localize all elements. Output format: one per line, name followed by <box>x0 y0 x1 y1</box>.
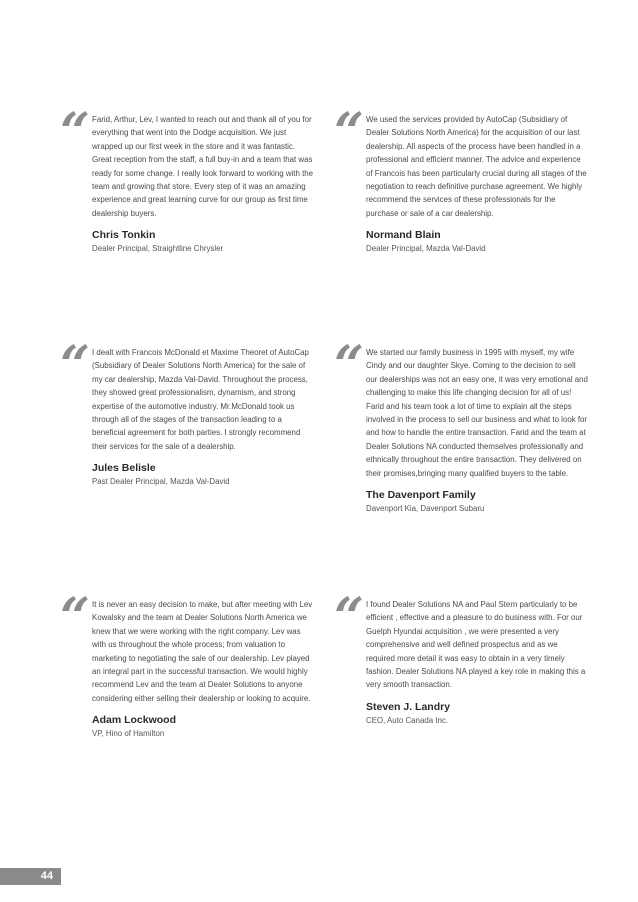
testimonial-role: VP, Hino of Hamilton <box>92 729 165 739</box>
testimonial-text: We used the services provided by AutoCap (Subsidiary of Dealer Solutions North America) for the acquisition of our last dealership. All aspects of the process have been handled in a professional and efficient manner. The advice and experience of Francois has been particularly crucial during all stages of the negotiation to reach definitive purchase agreement. We highly recommend the services of these professionals for the purchase or sale of a car dealership. <box>366 115 587 218</box>
testimonial-name: Normand Blain <box>366 229 441 242</box>
testimonial-text: I dealt with Francois McDonald et Maxime Theoret of AutoCap (Subsidiary of Dealer Solutions North America) for the sale of my car dealership, Mazda Val-David. Throughout the process, they showed great professionalism, dynamism, and strong expertise of the automotive industry. Mr.McDonald took us through all of the stages of the transaction leading to a beneficial agreement for both parties. I strongly recommend their services for the sale of a dealership. <box>92 348 309 451</box>
testimonial-normand-blain <box>334 102 588 255</box>
quote-mark-icon: “ <box>334 587 364 648</box>
quote-mark-icon: “ <box>60 335 90 396</box>
testimonial-role: Dealer Principal, Straightline Chrysler <box>92 244 224 254</box>
testimonial-text: I found Dealer Solutions NA and Paul Stern particularly to be efficient , effective and a pleasure to do business with. For our Guelph Hyundai acquisition , we were presented a very comprehensive and well defined prospectus and as we required more detail it was easy to obtain in a very timely fashion. Dealer Solutions NA played a key role in making this a very smooth transaction. <box>366 600 586 690</box>
testimonial-role: CEO, Auto Canada Inc. <box>366 715 449 725</box>
quote-mark-icon: “ <box>60 587 90 648</box>
testimonial-chris-tonkin <box>60 102 314 255</box>
quote-mark-icon: “ <box>60 102 90 163</box>
page-number: 44 <box>0 868 61 885</box>
testimonial-role: Davenport Kia, Davenport Subaru <box>366 504 485 514</box>
testimonial-name: The Davenport Family <box>366 489 476 502</box>
testimonial-name: Chris Tonkin <box>92 229 156 242</box>
testimonial-davenport-family <box>334 335 588 515</box>
quote-mark-icon: “ <box>334 335 364 396</box>
testimonial-name: Adam Lockwood <box>92 714 177 727</box>
testimonial-name: Jules Belisle <box>92 462 156 475</box>
testimonial-adam-lockwood <box>60 587 314 740</box>
testimonial-role: Past Dealer Principal, Mazda Val-David <box>92 477 230 487</box>
testimonial-name: Steven J. Landry <box>366 700 451 713</box>
testimonial-role: Dealer Principal, Mazda Val-David <box>366 244 486 254</box>
testimonial-steven-landry <box>334 587 588 727</box>
testimonial-text: Farid, Arthur, Lev, I wanted to reach out and thank all of you for everything that went into the Dodge acquisition. We just wrapped up our first week in the store and it was fantastic. Great reception from the staff, a full buy-in and a team that was ready for some change. I really look forward to working with the team and growing that store. Every step of it was an amazing experience and great learning curve for our group as first time dealership buyers. <box>92 115 314 218</box>
testimonial-text: It is never an easy decision to make, but after meeting with Lev Kowalsky and the team at Dealer Solutions North America we knew that we were working with the right company. Lev was with us throughout the whole process; from valuation to marketing to negotiating the sale of our dealership. Lev played an integral part in the successful transaction. We would highly recommend Lev and the team at Dealer Solutions to anyone considering either selling their dealership or looking to acquire. <box>92 600 313 703</box>
quote-mark-icon: “ <box>334 102 364 163</box>
testimonial-jules-belisle <box>60 335 314 488</box>
testimonial-text: We started our family business in 1995 with myself, my wife Cindy and our daughter Skye. Coming to the decision to sell our dealerships was not an easy one, it was very emotional and challenging to make this life changing decision for all of us! Farid and his team took a lot of time to explain all the steps involved in the process to sell our business and what to look for and how to handle the entire transaction. Farid and the team at Dealer Solutions NA conducted themselves professionally and ethnically throughout the entire transaction. They delivered on their promises,bringing many qualified buyers to the table. <box>366 348 588 478</box>
